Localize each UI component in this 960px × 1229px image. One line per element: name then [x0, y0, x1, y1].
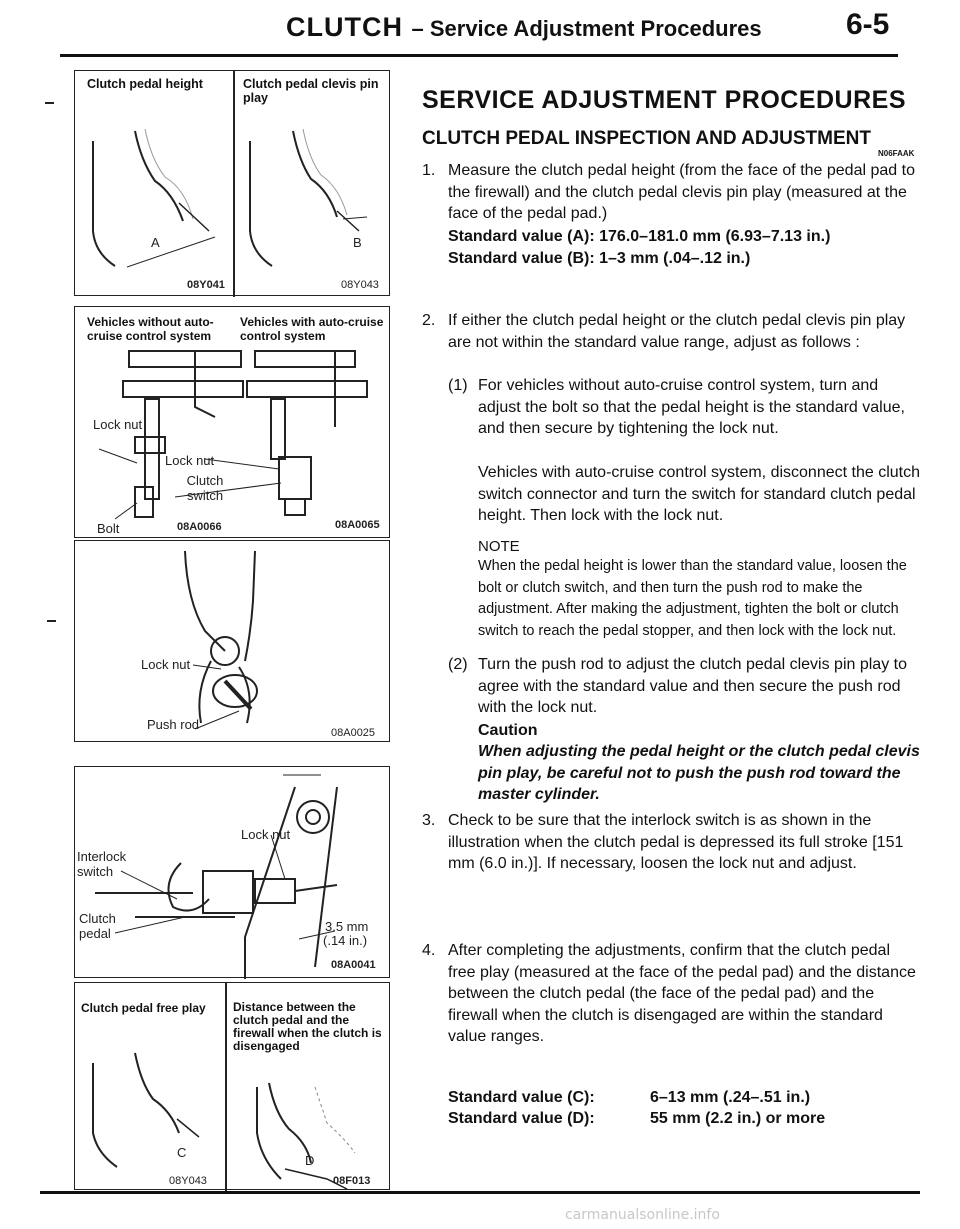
step-3: Check to be sure that the interlock switch is as shown in the illustration when the clutch pedal is depressed its full stroke [151 mm (6.0 in.)]. If necessary, loosen the lock nut and adjust.: [448, 812, 904, 872]
page-number: 6-5: [846, 8, 890, 41]
label-lock-nut: Lock nut: [241, 827, 291, 842]
label-d: D: [305, 1153, 315, 1168]
label-a: A: [151, 235, 160, 250]
step-number: 2.: [422, 312, 436, 329]
figure-code: 08Y043: [169, 1175, 207, 1187]
standard-value-d-label: Standard value (D):: [448, 1110, 595, 1127]
step-2-1-b: Vehicles with auto-cruise control system, disconnect the clutch switch connector and turn the switch for standard clutch pedal height. Then lock with the lock nut.: [478, 464, 920, 524]
label-bolt: Bolt: [97, 521, 120, 536]
page-title: SERVICE ADJUSTMENT PROCEDURES: [422, 86, 907, 114]
label-clutch-switch: Clutch switch: [186, 473, 224, 503]
step-2-2: Turn the push rod to adjust the clutch pedal clevis pin play to agree with the standard value and then secure the push rod with the lock nut.: [478, 656, 907, 716]
figure-caption: Vehicles without auto-cruise control system: [87, 315, 214, 343]
watermark: carmanualsonline.info: [565, 1207, 720, 1223]
figure-pedal-height: [74, 70, 390, 296]
step-number: 4.: [422, 942, 436, 959]
label-lock-nut: Lock nut: [93, 417, 143, 432]
section-code: N06FAAK: [878, 149, 915, 158]
standard-value-b: Standard value (B): 1–3 mm (.04–.12 in.): [448, 250, 751, 267]
label-lock-nut: Lock nut: [141, 657, 191, 672]
standard-value-c: 6–13 mm (.24–.51 in.): [650, 1089, 811, 1106]
standard-value-c-label: Standard value (C):: [448, 1089, 595, 1106]
section-heading: CLUTCH PEDAL INSPECTION AND ADJUSTMENT: [422, 128, 871, 149]
page-header: [0, 0, 960, 60]
label-clutch-pedal: Clutch pedal: [79, 911, 116, 941]
figure-column: [74, 70, 390, 1190]
header-rule: [60, 54, 898, 57]
figure-caption: Distance between the clutch pedal and the firewall when the clutch is disengaged: [233, 1000, 382, 1053]
sub-step-number: (2): [448, 656, 468, 673]
figure-caption: Vehicles with auto-cruise control system: [240, 315, 384, 343]
standard-value-d: 55 mm (2.2 in.) or more: [650, 1110, 826, 1127]
section-title: [286, 12, 762, 43]
figure-code: 08A0066: [177, 521, 222, 533]
label-push-rod: Push rod: [147, 717, 200, 732]
push-rod-drawing: [75, 541, 391, 743]
caution-text: When adjusting the pedal height or the clutch pedal clevis pin play, be careful not to push the push rod toward the master cylinder.: [478, 743, 920, 803]
step-number: 3.: [422, 812, 436, 829]
label-c: C: [177, 1145, 187, 1160]
step-2-1: For vehicles without auto-cruise control system, turn and adjust the bolt so that the pedal height is the standard value, and then secure by tightening the lock nut.: [478, 377, 905, 437]
note-label: NOTE: [478, 538, 520, 555]
section-name: CLUTCH: [286, 12, 403, 42]
step-number: 1.: [422, 162, 436, 179]
step-1: Measure the clutch pedal height (from the face of the pedal pad to the firewall) and the clutch pedal clevis pin play (measured at the face of the pedal pad.): [448, 162, 915, 222]
figure-code: 08A0065: [335, 519, 380, 531]
label-b: B: [353, 235, 362, 250]
label-lock-nut: Lock nut: [165, 453, 215, 468]
figure-push-rod: [74, 540, 390, 742]
figure-interlock-switch: [74, 766, 390, 978]
label-dimension: 3.5 mm: [325, 919, 369, 934]
pedal-height-drawing: [75, 71, 391, 297]
figure-code: 08Y043: [341, 279, 379, 291]
free-play-drawing: [75, 983, 391, 1191]
figure-code: 08A0025: [331, 727, 376, 739]
step-4: After completing the adjustments, confirm that the clutch pedal free play (measured at the face of the pedal pad) and the distance between the clutch pedal (the face of the pedal pad) and the firewall when the clutch is disengaged are within the standard value ranges.: [448, 942, 916, 1045]
step-2: If either the clutch pedal height or the clutch pedal clevis pin play are not within the standard value range, adjust as follows :: [448, 312, 906, 351]
figure-caption: Clutch pedal height: [87, 77, 203, 91]
figure-code: 08F013: [333, 1175, 371, 1187]
figure-caption: Clutch pedal clevis pin play: [243, 77, 379, 105]
figure-caption: Clutch pedal free play: [81, 1001, 206, 1015]
note-text: When the pedal height is lower than the standard value, loosen the bolt or clutch switch, and then turn the push rod to make the adjustment. After making the adjustment, tighten the bolt or clutch switch to reach the pedal stopper, and then lock with the lock nut.: [478, 558, 907, 639]
figure-code: 08Y041: [187, 279, 225, 291]
margin-mark: [45, 102, 54, 104]
figure-free-play: [74, 982, 390, 1190]
figure-code: 08A0041: [331, 959, 376, 971]
sub-step-number: (1): [448, 377, 468, 394]
label-dimension-in: (.14 in.): [323, 933, 368, 948]
label-interlock-switch: Interlock switch: [77, 849, 127, 879]
footer-rule: [40, 1191, 920, 1194]
section-subtitle: – Service Adjustment Procedures: [411, 16, 762, 41]
standard-value-a: Standard value (A): 176.0–181.0 mm (6.93–7.13 in.): [448, 228, 831, 245]
figure-bolt-adjust: [74, 306, 390, 538]
caution-label: Caution: [478, 722, 538, 739]
margin-mark: [47, 620, 56, 622]
